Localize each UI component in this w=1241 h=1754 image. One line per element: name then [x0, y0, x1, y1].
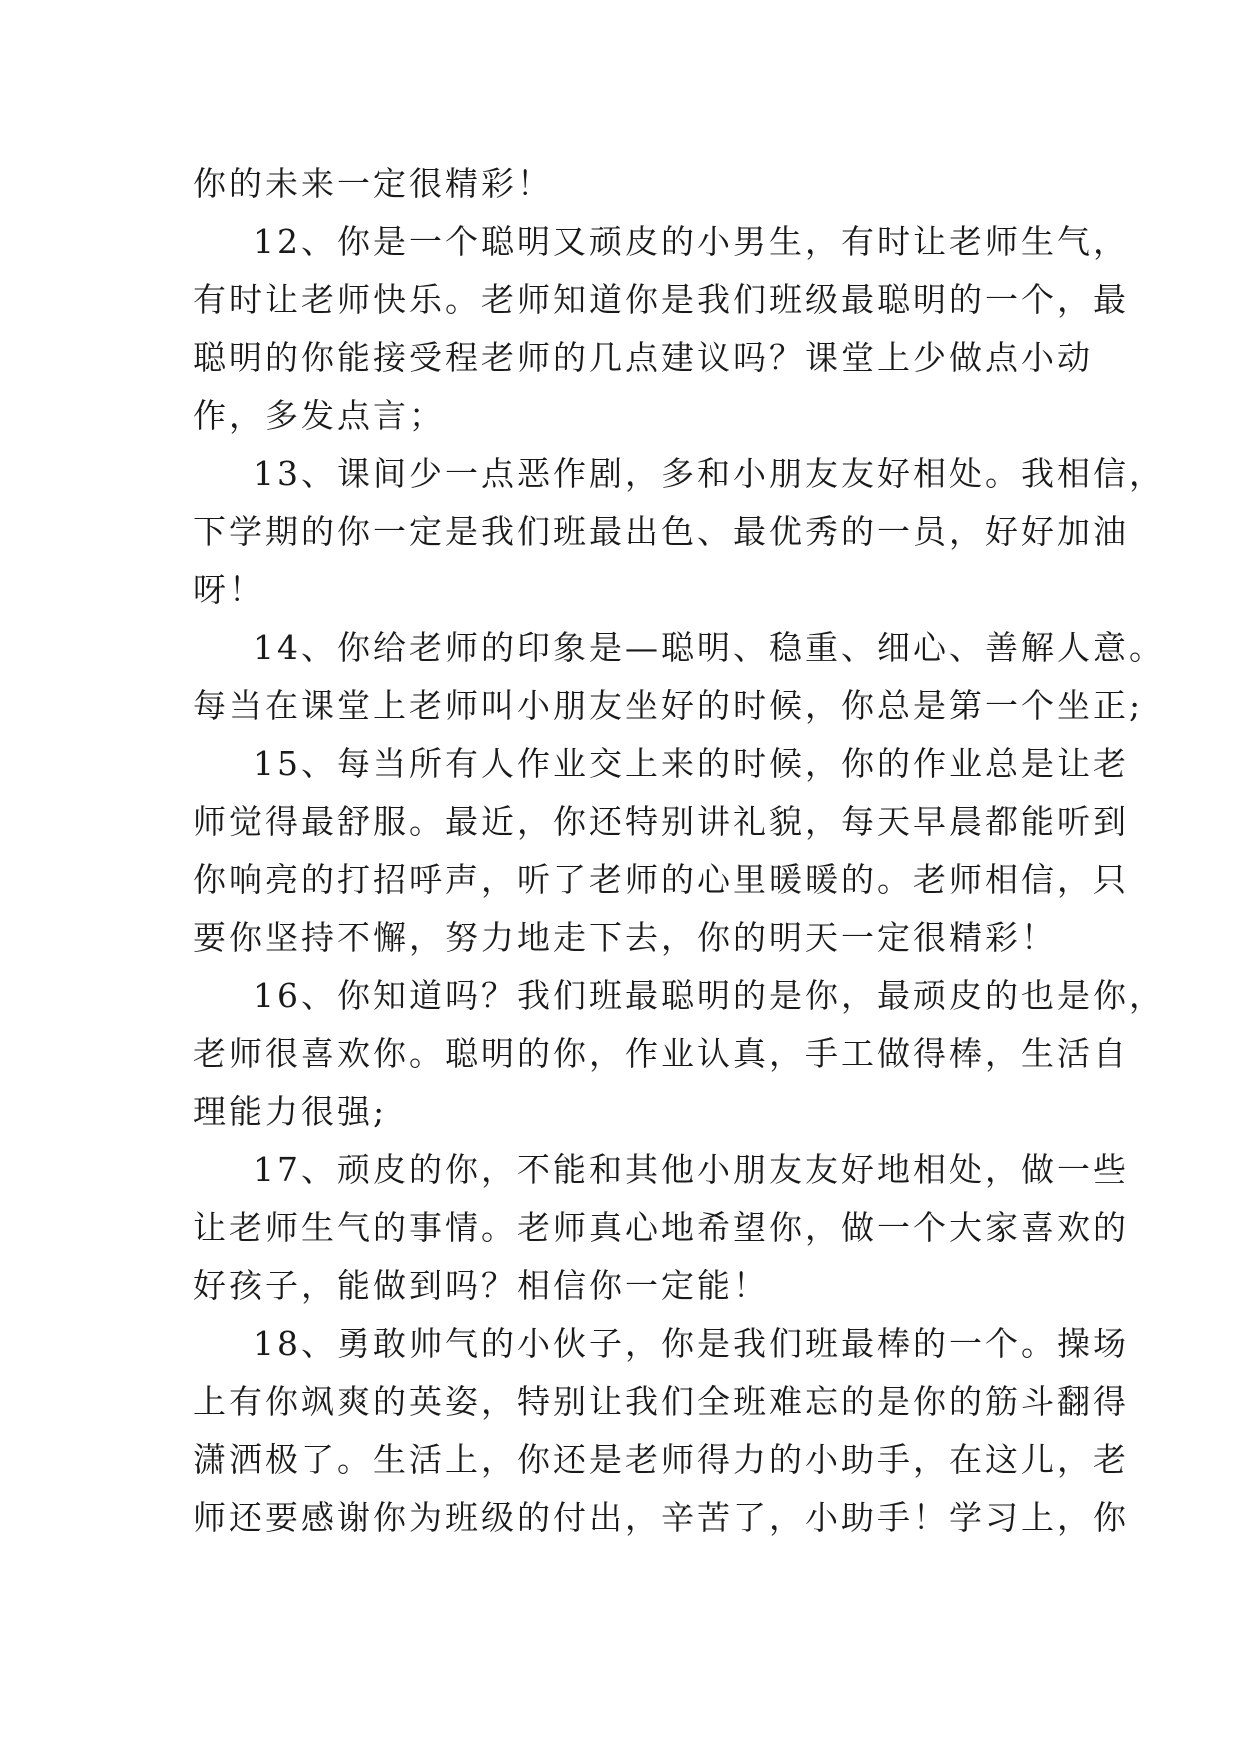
paragraph-17-line: 17、顽皮的你，不能和其他小朋友友好地相处，做一些: [253, 1150, 1129, 1189]
paragraph-12-line: 12、你是一个聪明又顽皮的小男生，有时让老师生气，: [253, 222, 1129, 261]
text-line: 上有你飒爽的英姿，特别让我们全班难忘的是你的筋斗翻得: [193, 1382, 1129, 1421]
text-line: 理能力很强;: [193, 1092, 388, 1131]
text-line: 每当在课堂上老师叫小朋友坐好的时候，你总是第一个坐正;: [193, 686, 1144, 725]
text-line: 下学期的你一定是我们班最出色、最优秀的一员，好好加油: [193, 512, 1129, 551]
text-line: 有时让老师快乐。老师知道你是我们班级最聪明的一个，最: [193, 280, 1129, 319]
text-line: 你的未来一定很精彩！: [193, 164, 553, 203]
text-line: 作，多发点言；: [193, 396, 445, 435]
text-line: 师觉得最舒服。最近，你还特别讲礼貌，每天早晨都能听到: [193, 802, 1129, 841]
text-line: 要你坚持不懈，努力地走下去，你的明天一定很精彩！: [193, 918, 1057, 957]
paragraph-15-line: 15、每当所有人作业交上来的时候，你的作业总是让老: [253, 744, 1129, 783]
text-line: 聪明的你能接受程老师的几点建议吗？课堂上少做点小动: [193, 338, 1093, 377]
paragraph-14-line: 14、你给老师的印象是—聪明、稳重、细心、善解人意。: [253, 628, 1165, 667]
text-line: 呀！: [193, 570, 265, 609]
text-line: 师还要感谢你为班级的付出，辛苦了，小助手！学习上，你: [193, 1498, 1129, 1537]
text-line: 让老师生气的事情。老师真心地希望你，做一个大家喜欢的: [193, 1208, 1129, 1247]
paragraph-13-line: 13、课间少一点恶作剧，多和小朋友友好相处。我相信，: [253, 454, 1165, 493]
text-line: 老师很喜欢你。聪明的你，作业认真，手工做得棒，生活自: [193, 1034, 1129, 1073]
text-line: 好孩子，能做到吗？相信你一定能！: [193, 1266, 769, 1305]
paragraph-18-line: 18、勇敢帅气的小伙子，你是我们班最棒的一个。操场: [253, 1324, 1129, 1363]
text-line: 潇洒极了。生活上，你还是老师得力的小助手，在这儿，老: [193, 1440, 1129, 1479]
paragraph-16-line: 16、你知道吗？我们班最聪明的是你，最顽皮的也是你，: [253, 976, 1165, 1015]
text-line: 你响亮的打招呼声，听了老师的心里暖暖的。老师相信，只: [193, 860, 1129, 899]
